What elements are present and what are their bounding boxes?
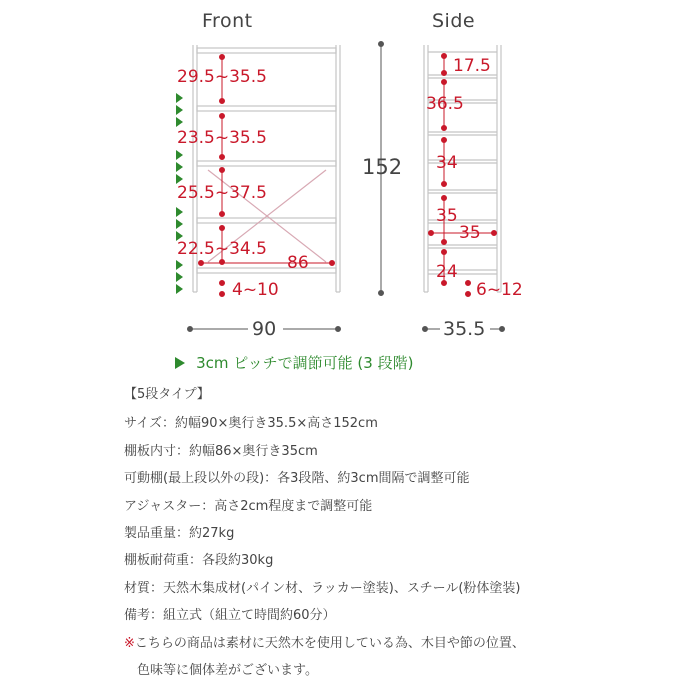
pitch-note-text: 3cm ピッチで調節可能 (3 段階) bbox=[196, 354, 414, 372]
spec-line: 製品重量：約27kg bbox=[124, 526, 235, 541]
disclaimer-line-2: 色味等に個体差がございます。 bbox=[137, 663, 318, 678]
front-inner-width-label: 86 bbox=[287, 253, 309, 273]
note-mark: ※ bbox=[124, 636, 135, 651]
front-adjuster-label: 4~10 bbox=[232, 280, 279, 300]
side-gap-label: 35 bbox=[436, 206, 458, 226]
disclaimer-line-1 bbox=[124, 632, 525, 651]
side-gap-label: 36.5 bbox=[426, 94, 464, 114]
side-inner-depth-label: 35 bbox=[459, 223, 481, 243]
pitch-note bbox=[175, 352, 413, 373]
front-gap-label: 22.5~34.5 bbox=[177, 239, 267, 259]
side-gap-label: 34 bbox=[436, 153, 458, 173]
spec-line: 備考：組立式（組立て時間約60分） bbox=[124, 608, 336, 623]
front-gap-label: 25.5~37.5 bbox=[177, 183, 267, 203]
front-width-label: 90 bbox=[252, 318, 277, 340]
front-view-title: Front bbox=[202, 10, 253, 32]
spec-line: サイズ：約幅90×奥行き35.5×高さ152cm bbox=[124, 416, 378, 431]
side-gap-label: 24 bbox=[436, 262, 458, 282]
side-depth-label: 35.5 bbox=[443, 318, 486, 340]
height-label: 152 bbox=[362, 155, 403, 179]
spec-line: 棚板内寸：約幅86×奥行き35cm bbox=[124, 444, 318, 459]
side-adjuster-label: 6~12 bbox=[476, 280, 523, 300]
play-triangle-icon bbox=[175, 357, 185, 369]
spec-line: 材質：天然木集成材(パイン材、ラッカー塗装)、スチール(粉体塗装) bbox=[124, 581, 521, 596]
spec-heading: 【5段タイプ】 bbox=[124, 387, 210, 402]
spec-line: 棚板耐荷重：各段約30kg bbox=[124, 553, 274, 568]
front-gap-label: 23.5~35.5 bbox=[177, 128, 267, 148]
front-gap-label: 29.5~35.5 bbox=[177, 67, 267, 87]
side-view-title: Side bbox=[432, 10, 476, 32]
side-gap-label: 17.5 bbox=[453, 56, 491, 76]
disclaimer-text-1: こちらの商品は素材に天然木を使用している為、木目や節の位置、 bbox=[134, 636, 525, 651]
spec-line: アジャスター：高さ2cm程度まで調整可能 bbox=[124, 499, 373, 514]
spec-line: 可動棚(最上段以外の段)：各3段階、約3cm間隔で調整可能 bbox=[124, 471, 470, 486]
